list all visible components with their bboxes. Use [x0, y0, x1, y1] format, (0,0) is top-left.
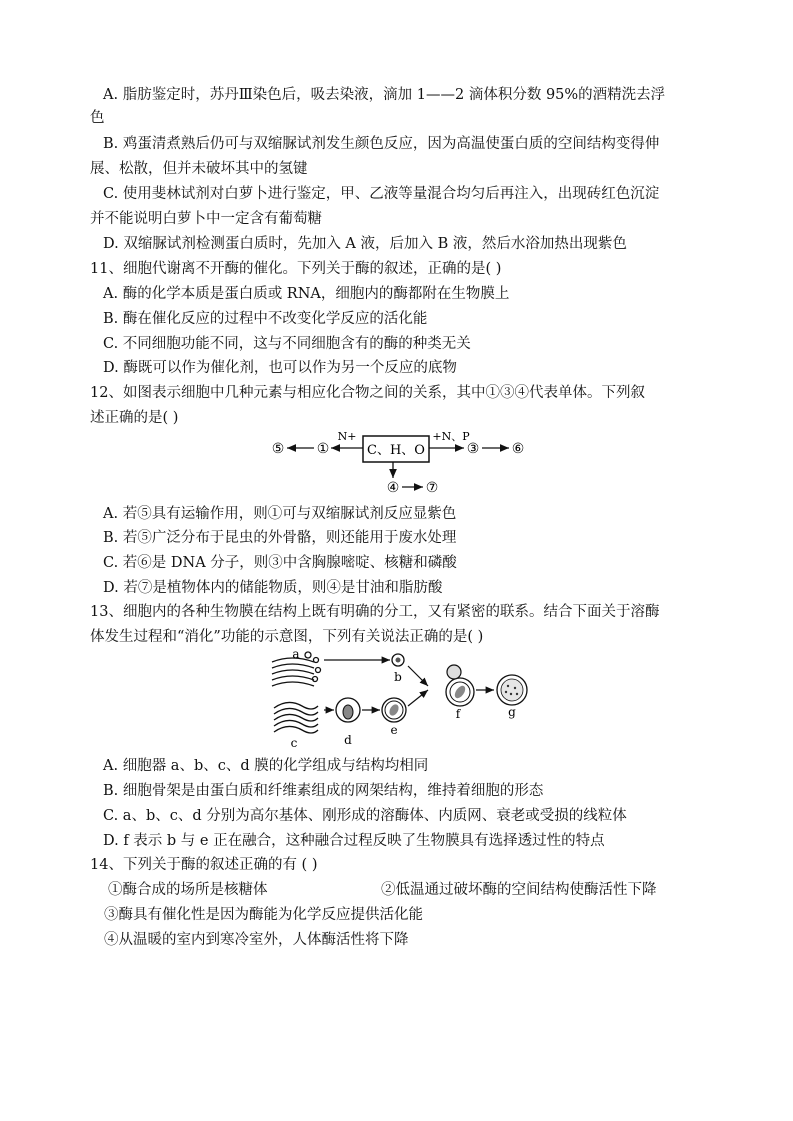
q10-option-a-line1: A. 脂肪鉴定时，苏丹Ⅲ染色后，吸去染液，滴加 1——2 滴体积分数 95%的酒精洗去浮 [103, 87, 666, 103]
q10-option-a-line2: 色 [90, 110, 105, 126]
q13-option-c: C. a、b、c、d 分别为高尔基体、刚形成的溶酶体、内质网、衰老或受损的线粒体 [103, 808, 627, 824]
q13-autophagosome-e [382, 698, 406, 722]
q13-option-a: A. 细胞器 a、b、c、d 膜的化学组成与结构均相同 [103, 758, 429, 774]
q14-item-3: ③酶具有催化性是因为酶能为化学反应提供活化能 [104, 907, 423, 923]
q10-option-d: D. 双缩脲试剂检测蛋白质时，先加入 A 液，后加入 B 液，然后水浴加热出现紫色 [103, 236, 627, 252]
q13-stem-line2: 体发生过程和“消化”功能的示意图，下列有关说法正确的是( ) [90, 629, 484, 645]
q13-option-b: B. 细胞骨架是由蛋白质和纤维素组成的网架结构，维持着细胞的形态 [103, 783, 544, 799]
q12-stem-line2: 述正确的是( ) [90, 410, 179, 426]
q12-node-1: ① [316, 441, 330, 457]
q10-option-c-line1: C. 使用斐林试剂对白萝卜进行鉴定，甲、乙液等量混合均匀后再注入，出现砖红色沉淀 [103, 186, 660, 202]
q12-node-7: ⑦ [425, 480, 439, 496]
q10-option-b-line2: 展、松散，但并未破坏其中的氢键 [90, 161, 308, 177]
q12-stem-line1: 12、如图表示细胞中几种元素与相应化合物之间的关系，其中①③④代表单体。下列叙 [90, 385, 645, 401]
q14-item-4: ④从温暖的室内到寒冷室外，人体酶活性将下降 [104, 932, 409, 948]
q13-stem-line1: 13、细胞内的各种生物膜在结构上既有明确的分工，又有紧密的联系。结合下面关于溶酶 [90, 604, 660, 620]
q13-fusion-f [446, 665, 474, 706]
q13-mitochondrion-d [336, 698, 360, 722]
q12-option-c: C. 若⑥是 DNA 分子，则③中含胸腺嘧啶、核糖和磷酸 [103, 555, 457, 571]
q12-right-label: +N、P [432, 430, 470, 443]
q13-lysosome-b-dots [396, 658, 401, 663]
q12-node-5: ⑤ [271, 441, 285, 457]
q13-label-d: d [344, 733, 352, 747]
q12-node-4: ④ [386, 480, 400, 496]
q11-option-c: C. 不同细胞功能不同，这与不同细胞含有的酶的种类无关 [103, 336, 471, 352]
q13-label-a: a [292, 648, 300, 661]
q12-option-b: B. 若⑤广泛分布于昆虫的外骨骼，则还能用于废水处理 [103, 530, 457, 546]
q12-node-6: ⑥ [511, 441, 525, 457]
q13-er-c [274, 702, 318, 733]
q11-option-b: B. 酶在催化反应的过程中不改变化学反应的活化能 [103, 311, 428, 327]
q12-option-d: D. 若⑦是植物体内的储能物质，则④是甘油和脂肪酸 [103, 580, 443, 596]
q11-option-a: A. 酶的化学本质是蛋白质或 RNA，细胞内的酶都附在生物膜上 [103, 286, 510, 302]
q13-arrow-e-to-f [408, 690, 428, 706]
q12-center-box-label: C、H、O [367, 443, 425, 458]
q13-arrow-b-to-f [408, 666, 428, 686]
q12-node-3: ③ [466, 441, 480, 457]
q12-option-a: A. 若⑤具有运输作用，则①可与双缩脲试剂反应显紫色 [103, 506, 457, 522]
q13-label-f: f [455, 707, 461, 721]
q13-label-e: e [390, 723, 398, 737]
q14-stem: 14、下列关于酶的叙述正确的有 ( ) [90, 857, 318, 873]
q10-option-c-line2: 并不能说明白萝卜中一定含有葡萄糖 [90, 211, 322, 227]
q12-element-compound-diagram [265, 428, 535, 500]
q11-option-d: D. 酶既可以作为催化剂，也可以作为另一个反应的底物 [103, 360, 457, 376]
q12-left-label: N+ [337, 430, 357, 443]
q13-digestion-g [497, 675, 527, 705]
q13-option-d: D. f 表示 b 与 e 正在融合，这种融合过程反映了生物膜具有选择透过性的特点 [103, 833, 605, 849]
q14-item-2: ②低温通过破坏酶的空间结构使酶活性下降 [381, 882, 657, 898]
q13-label-c: c [290, 736, 298, 750]
q11-stem: 11、细胞代谢离不开酶的催化。下列关于酶的叙述，正确的是( ) [90, 261, 502, 277]
q13-label-b: b [394, 670, 402, 684]
q10-option-b-line1: B. 鸡蛋清煮熟后仍可与双缩脲试剂发生颜色反应，因为高温使蛋白质的空间结构变得伸 [103, 136, 660, 152]
q14-item-1: ①酶合成的场所是核糖体 [108, 882, 268, 898]
q13-label-g: g [508, 705, 516, 719]
q13-lysosome-diagram [268, 648, 530, 750]
